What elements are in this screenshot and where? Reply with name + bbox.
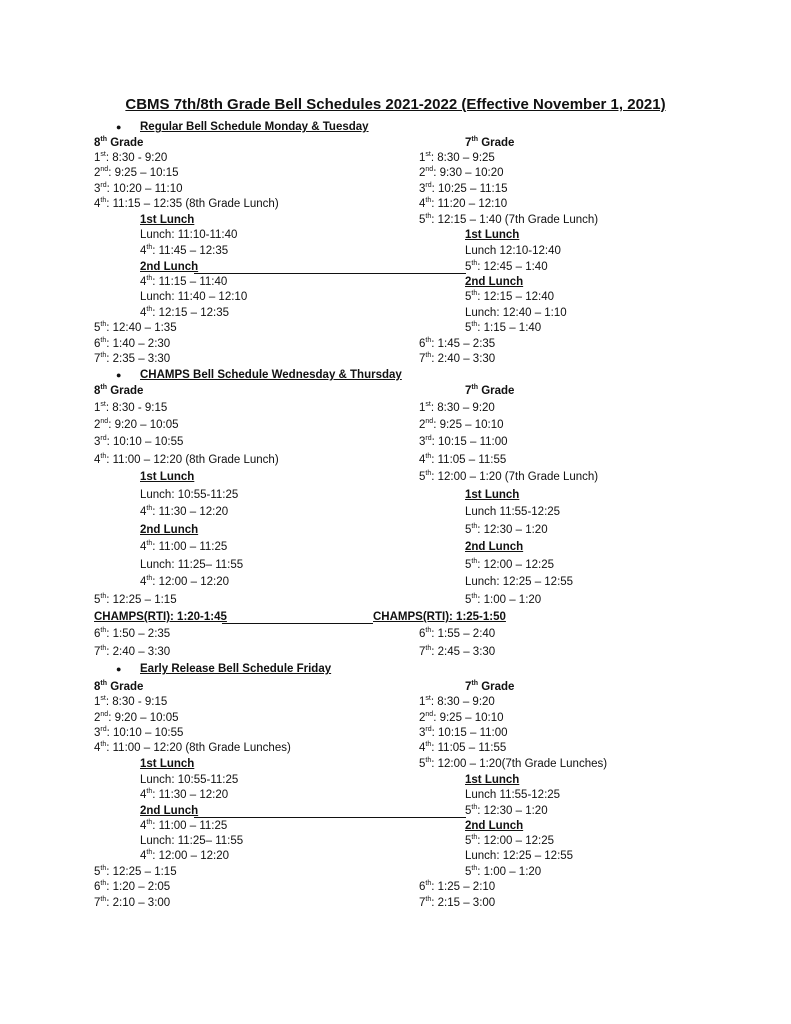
period-1: 1st: 8:30 - 9:20: [94, 151, 168, 164]
period-5: 5th: 12:40 – 1:35: [94, 321, 177, 334]
second-lunch-heading: 2nd Lunch: [465, 541, 524, 553]
grade-heading-8: 8th Grade: [94, 136, 144, 149]
lunch-time: Lunch 12:10-12:40: [465, 245, 561, 257]
divider-line: [222, 623, 373, 624]
period-4-after-lunch: 4th: 12:00 – 12:20: [140, 849, 229, 862]
section-heading-regular: Regular Bell Schedule Monday & Tuesday: [140, 121, 369, 133]
lunch-time: Lunch 11:55-12:25: [465, 789, 561, 801]
bullet-icon: ●: [116, 664, 122, 674]
lunch-time: Lunch: 10:55-11:25: [140, 774, 239, 786]
period-6: 6th: 1:25 – 2:10: [419, 880, 496, 893]
lunch-time: Lunch: 12:25 – 12:55: [465, 576, 574, 588]
period-2: 2nd: 9:25 – 10:10: [419, 711, 504, 724]
period-6: 6th: 1:40 – 2:30: [94, 337, 171, 350]
period-6: 6th: 1:20 – 2:05: [94, 880, 171, 893]
bullet-icon: ●: [116, 122, 122, 132]
period-2: 2nd: 9:25 – 10:15: [94, 166, 179, 179]
period-2: 2nd: 9:20 – 10:05: [94, 418, 179, 431]
grade-heading-8: 8th Grade: [94, 680, 144, 693]
period-5-after-lunch: 5th: 12:30 – 1:20: [465, 523, 548, 536]
period-4: 4th: 11:15 – 12:35 (8th Grade Lunch): [94, 197, 279, 210]
first-lunch-heading: 1st Lunch: [140, 214, 195, 226]
period-5-after-lunch: 5th: 1:15 – 1:40: [465, 321, 542, 334]
period-1: 1st: 8:30 - 9:15: [94, 401, 168, 414]
period-6: 6th: 1:50 – 2:35: [94, 627, 171, 640]
period-4: 4th: 11:20 – 12:10: [419, 197, 508, 210]
period-5: 5th: 12:25 – 1:15: [94, 593, 177, 606]
grade-heading-7: 7th Grade: [465, 680, 515, 693]
grade-heading-8: 8th Grade: [94, 384, 144, 397]
period-4: 4th: 11:00 – 12:20 (8th Grade Lunches): [94, 741, 291, 754]
period-4-before-lunch: 4th: 11:00 – 11:25: [140, 819, 228, 832]
period-4-after-lunch: 4th: 11:30 – 12:20: [140, 505, 229, 518]
section-heading-friday: Early Release Bell Schedule Friday: [140, 663, 332, 675]
lunch-time: Lunch: 11:25– 11:55: [140, 835, 244, 847]
period-2: 2nd: 9:20 – 10:05: [94, 711, 179, 724]
period-3: 3rd: 10:20 – 11:10: [94, 182, 183, 195]
lunch-time: Lunch: 12:25 – 12:55: [465, 850, 574, 862]
period-1: 1st: 8:30 – 9:20: [419, 401, 495, 414]
period-5-after-lunch: 5th: 1:00 – 1:20: [465, 865, 542, 878]
second-lunch-heading: 2nd Lunch: [140, 805, 199, 817]
period-5-after-lunch: 5th: 12:45 – 1:40: [465, 260, 548, 273]
period-7: 7th: 2:40 – 3:30: [419, 352, 496, 365]
period-4: 4th: 11:00 – 12:20 (8th Grade Lunch): [94, 453, 279, 466]
second-lunch-heading: 2nd Lunch: [140, 524, 199, 536]
period-1: 1st: 8:30 – 9:25: [419, 151, 495, 164]
lunch-time: Lunch: 10:55-11:25: [140, 489, 239, 501]
lunch-time: Lunch: 12:40 – 1:10: [465, 307, 567, 319]
period-5: 5th: 12:00 – 1:20 (7th Grade Lunch): [419, 470, 599, 483]
period-1: 1st: 8:30 - 9:15: [94, 695, 168, 708]
period-7: 7th: 2:35 – 3:30: [94, 352, 171, 365]
period-3: 3rd: 10:25 – 11:15: [419, 182, 508, 195]
period-6: 6th: 1:55 – 2:40: [419, 627, 496, 640]
period-5: 5th: 12:00 – 1:20(7th Grade Lunches): [419, 757, 608, 770]
page-title: CBMS 7th/8th Grade Bell Schedules 2021-2022 (Effective November 1, 2021): [125, 96, 666, 113]
lunch-time: Lunch: 11:40 – 12:10: [140, 291, 248, 303]
period-4-before-lunch: 4th: 11:15 – 11:40: [140, 275, 228, 288]
period-5-after-lunch: 5th: 1:00 – 1:20: [465, 593, 542, 606]
first-lunch-heading: 1st Lunch: [140, 471, 195, 483]
period-5-before-lunch: 5th: 12:00 – 12:25: [465, 834, 554, 847]
grade-heading-7: 7th Grade: [465, 136, 515, 149]
second-lunch-heading: 2nd Lunch: [465, 820, 524, 832]
period-7: 7th: 2:45 – 3:30: [419, 645, 496, 658]
lunch-time: Lunch 11:55-12:25: [465, 506, 561, 518]
period-5: 5th: 12:15 – 1:40 (7th Grade Lunch): [419, 213, 599, 226]
divider-line: [194, 273, 466, 274]
period-2: 2nd: 9:25 – 10:10: [419, 418, 504, 431]
first-lunch-heading: 1st Lunch: [465, 229, 520, 241]
period-4-after-lunch: 4th: 11:45 – 12:35: [140, 244, 229, 257]
period-4-after-lunch: 4th: 11:30 – 12:20: [140, 788, 229, 801]
first-lunch-heading: 1st Lunch: [465, 489, 520, 501]
bullet-icon: ●: [116, 370, 122, 380]
period-7: 7th: 2:15 – 3:00: [419, 896, 496, 909]
champs-rti-7: CHAMPS(RTI): 1:25-1:50: [373, 611, 506, 623]
period-5: 5th: 12:25 – 1:15: [94, 865, 177, 878]
grade-heading-7: 7th Grade: [465, 384, 515, 397]
period-2: 2nd: 9:30 – 10:20: [419, 166, 504, 179]
period-4-after-lunch: 4th: 12:00 – 12:20: [140, 575, 229, 588]
period-3: 3rd: 10:15 – 11:00: [419, 726, 508, 739]
lunch-time: Lunch: 11:10-11:40: [140, 229, 238, 241]
lunch-time: Lunch: 11:25– 11:55: [140, 559, 244, 571]
first-lunch-heading: 1st Lunch: [465, 774, 520, 786]
period-7: 7th: 2:10 – 3:00: [94, 896, 171, 909]
second-lunch-heading: 2nd Lunch: [140, 261, 199, 273]
section-heading-champs: CHAMPS Bell Schedule Wednesday & Thursday: [140, 369, 402, 381]
period-4-after-lunch: 4th: 12:15 – 12:35: [140, 306, 229, 319]
second-lunch-heading: 2nd Lunch: [465, 276, 524, 288]
period-4-before-lunch: 4th: 11:00 – 11:25: [140, 540, 228, 553]
period-5-after-lunch: 5th: 12:30 – 1:20: [465, 804, 548, 817]
period-7: 7th: 2:40 – 3:30: [94, 645, 171, 658]
champs-rti-8: CHAMPS(RTI): 1:20-1:45: [94, 611, 227, 623]
divider-line: [194, 817, 466, 818]
period-3: 3rd: 10:10 – 10:55: [94, 435, 184, 448]
first-lunch-heading: 1st Lunch: [140, 758, 195, 770]
period-4: 4th: 11:05 – 11:55: [419, 741, 507, 754]
period-3: 3rd: 10:10 – 10:55: [94, 726, 184, 739]
period-5-before-lunch: 5th: 12:15 – 12:40: [465, 290, 554, 303]
period-5-before-lunch: 5th: 12:00 – 12:25: [465, 558, 554, 571]
period-3: 3rd: 10:15 – 11:00: [419, 435, 508, 448]
period-4: 4th: 11:05 – 11:55: [419, 453, 507, 466]
period-6: 6th: 1:45 – 2:35: [419, 337, 496, 350]
period-1: 1st: 8:30 – 9:20: [419, 695, 495, 708]
